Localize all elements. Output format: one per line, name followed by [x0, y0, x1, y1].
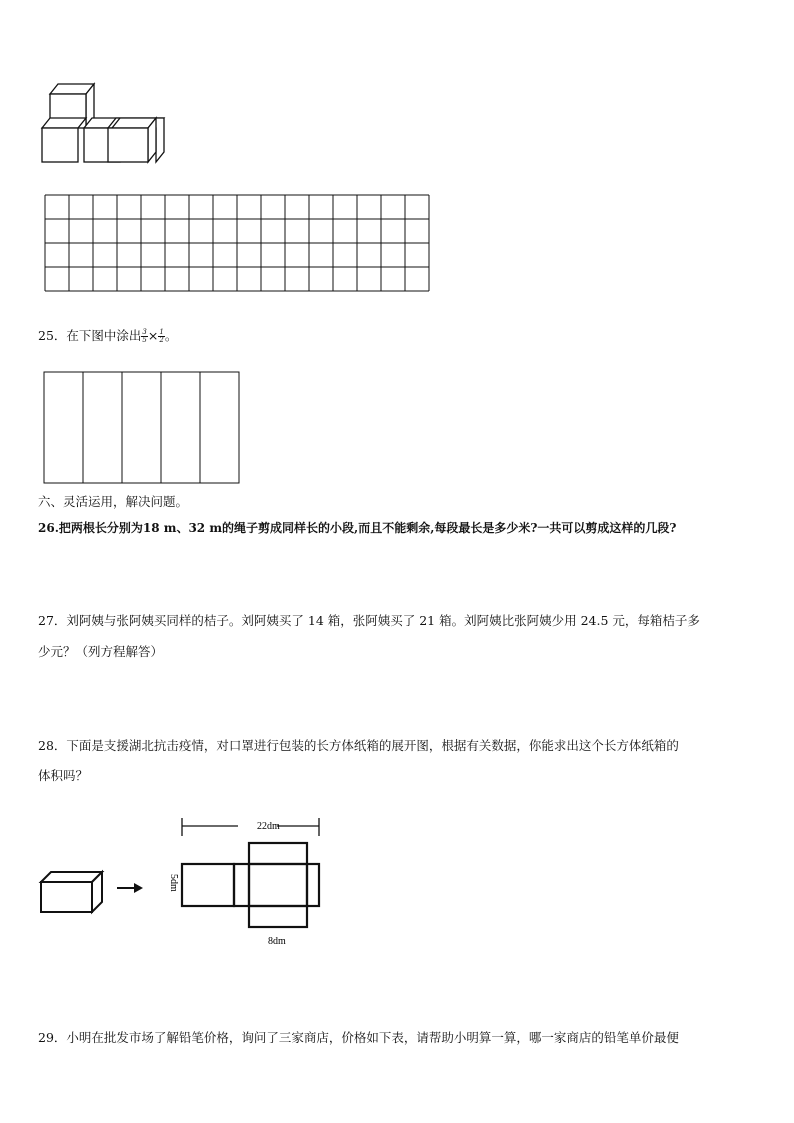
drawing-grid: [44, 194, 432, 292]
fraction-three-fifths: $\frac{3}{5}$: [142, 328, 147, 344]
fraction-rectangle: [43, 371, 241, 485]
question-27-line2: 少元？（列方程解答）: [38, 644, 164, 659]
cube-stack-figure: [38, 80, 168, 176]
arrow-right-icon: [116, 881, 144, 895]
section-title: 六、灵活运用，解决问题。: [38, 494, 189, 509]
question-27-line1: 27．刘阿姨与张阿姨买同样的桔子。刘阿姨买了 14 箱，张阿姨买了 21 箱。刘阿姨比张阿姨少用 24.5 元，每箱桔子多: [38, 613, 700, 628]
question-29-line1: 29．小明在批发市场了解铅笔价格，询问了三家商店，价格如下表，请帮助小明算一算，哪一家商店的铅笔单价最便: [38, 1030, 679, 1045]
box-figure: [38, 868, 108, 916]
fraction-one-half: $\frac{1}{2}$: [159, 328, 164, 344]
dimension-height-label: 5dm: [168, 874, 179, 892]
question-text: .把两根长分别为18 m、32 m的绳子剪成同样长的小段,而且不能剩余,每段最长是多少米?一共可以剪成这样的几段?: [54, 521, 677, 535]
dimension-width-label: 22dm: [257, 821, 280, 832]
question-28-line1: 28．下面是支援湖北抗击疫情，对口罩进行包装的长方体纸箱的展开图，根据有关数据，你能求出这个长方体纸箱的: [38, 738, 679, 753]
question-number: 25．: [38, 328, 67, 343]
box-net-figure: [165, 812, 325, 952]
question-28-line2: 体积吗？: [38, 768, 89, 783]
question-number: 26: [38, 521, 55, 535]
question-text: 在下图中涂出: [66, 328, 142, 343]
dimension-bottom-label: 8dm: [268, 936, 286, 947]
question-25: 25．在下图中涂出 $\frac{3}{5}$ × $\frac{1}{2}$ 。: [38, 328, 178, 344]
question-26: [38, 518, 676, 538]
